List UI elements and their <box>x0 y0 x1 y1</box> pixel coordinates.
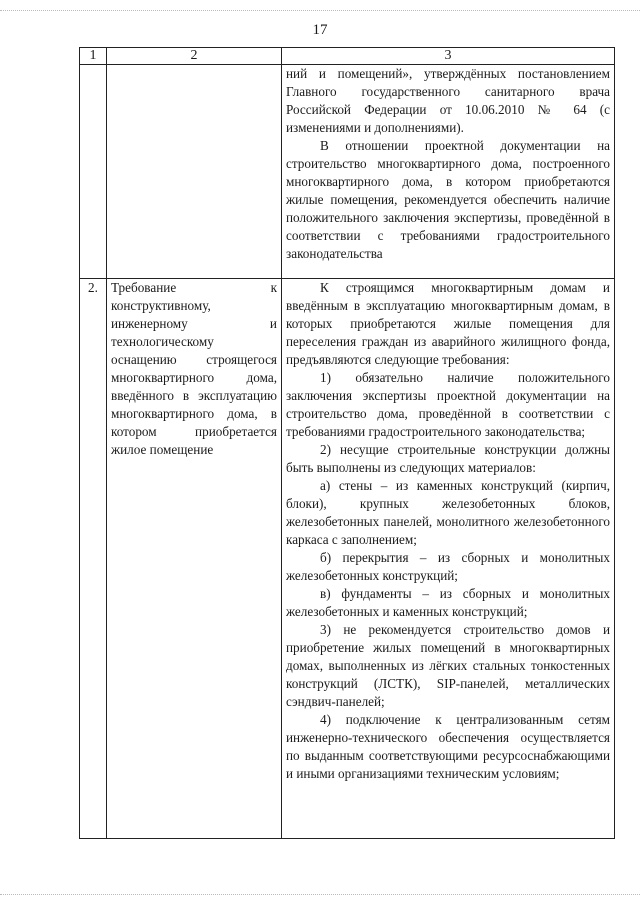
row-number-cell: 2. <box>80 279 107 839</box>
recommendation-cell <box>282 279 615 839</box>
recommendation-paragraph: К строящимся многоквартирным домам и введённым в эксплуатацию многоквартирным домам, в которых приобретаются жилые помещения для переселения граждан из аварийного жилищного фонда, предъявляются следующие требования: <box>286 280 610 367</box>
column-header-1: 1 <box>80 48 107 65</box>
scan-artifact-line <box>0 894 640 896</box>
requirements-table <box>79 47 615 839</box>
recommendation-cell <box>282 65 615 279</box>
scan-artifact-line <box>0 10 640 12</box>
recommendation-paragraph: В отношении проектной документации на строительство многоквартирного дома, построенного многоквартирного дома, в котором приобретаются жилые помещения, рекомендуется обеспечить наличие положительного заключения экспертизы, проведённой в соответствии с требованиями градостроительного законодательства <box>286 138 610 261</box>
column-header-2: 2 <box>107 48 282 65</box>
requirement-cell: Требование к конструктивному, инженерному и технологическому оснащению строящегося многоквартирного дома, введённого в эксплуатацию многоквартирного дома, в котором приобретается жилое помещение <box>107 279 282 839</box>
recommendation-paragraph: ний и помещений», утверждённых постановлением Главного государственного санитарного врача Российской Федерации от 10.06.2010 № 64 (с изменениями и дополнениями). <box>286 66 610 135</box>
requirement-cell <box>107 65 282 279</box>
recommendation-paragraph: 4) подключение к централизованным сетям инженерно-технического обеспечения осуществляется по выданным соответствующими ресурсоснабжающими и иными организациями техническим условиям; <box>286 712 610 781</box>
page-number: 17 <box>312 22 328 38</box>
recommendation-paragraph: в) фундаменты – из сборных и монолитных железобетонных и каменных конструкций; <box>286 586 610 619</box>
column-header-3: 3 <box>282 48 615 65</box>
recommendation-paragraph: а) стены – из каменных конструкций (кирпич, блоки), крупных железобетонных блоков, железобетонных панелей, монолитного железобетонного каркаса с заполнением; <box>286 478 610 547</box>
table-header-row <box>80 48 615 65</box>
recommendation-paragraph: 1) обязательно наличие положительного заключения экспертизы проектной документации на строительство дома, проведённой в соответствии с требованиями градостроительного законодательства; <box>286 370 610 439</box>
row-number-cell <box>80 65 107 279</box>
recommendation-paragraph: 3) не рекомендуется строительство домов и приобретение жилых помещений в многоквартирных домах, выполненных из лёгких стальных тонкостенных конструкций (ЛСТК), SIP-панелей, металлических сэндвич-панелей; <box>286 622 610 709</box>
table-row-continued <box>80 65 615 279</box>
recommendation-paragraph: 2) несущие строительные конструкции должны быть выполнены из следующих материалов: <box>286 442 610 475</box>
recommendation-paragraph: б) перекрытия – из сборных и монолитных железобетонных конструкций; <box>286 550 610 583</box>
table-row-2 <box>80 279 615 839</box>
